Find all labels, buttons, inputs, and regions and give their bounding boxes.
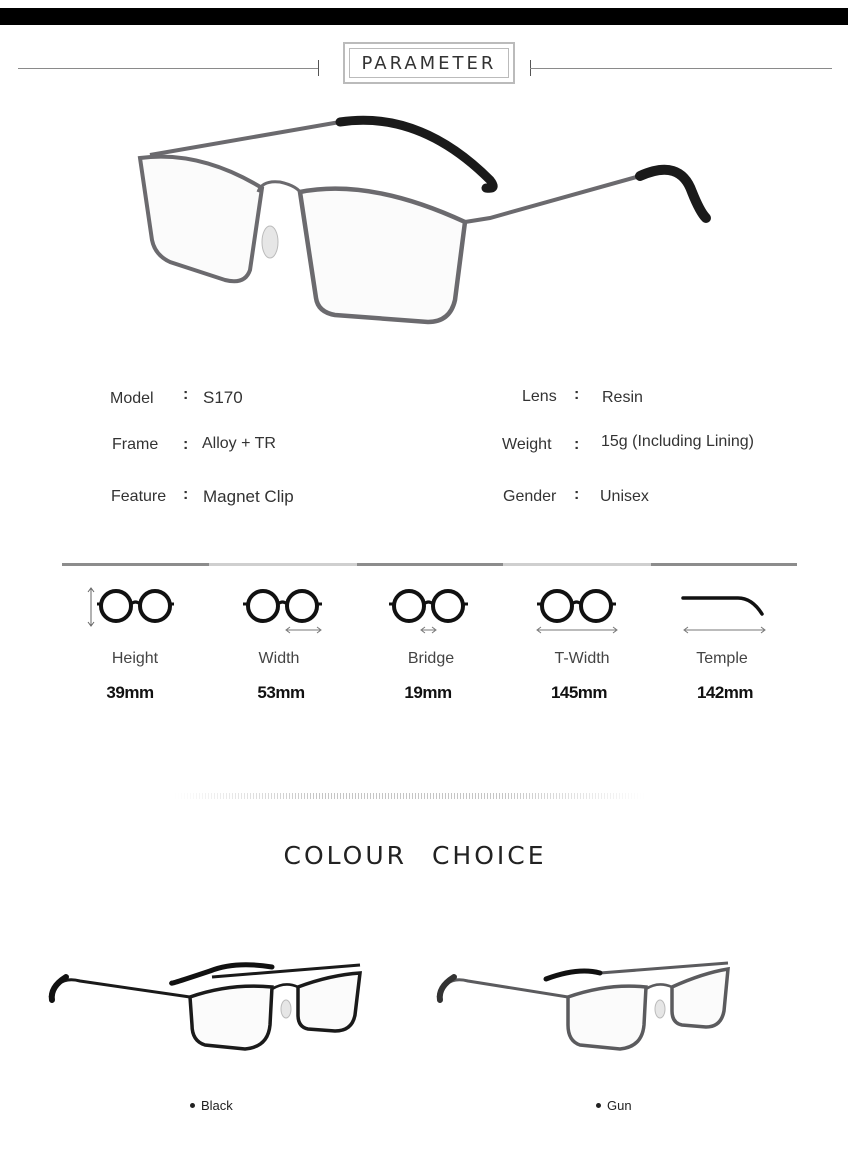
parameter-header	[343, 42, 515, 84]
colour-option-gun[interactable]	[596, 1098, 632, 1113]
dimension-label-t-width: T-Width	[554, 650, 610, 667]
dimension-value-height: 39mm	[106, 683, 154, 702]
colour-name-black: Black	[201, 1098, 233, 1113]
frame-colon: :	[183, 436, 189, 453]
height-glasses-icon	[86, 585, 178, 629]
dimension-value-temple: 142mm	[696, 683, 754, 702]
temple-arm-icon	[680, 590, 770, 636]
dimension-label-bridge: Bridge	[407, 650, 455, 667]
feature-colon: :	[183, 486, 189, 503]
dimension-value-width: 53mm	[257, 683, 305, 702]
bridge-glasses-icon	[384, 585, 476, 635]
header-tick-left	[318, 60, 319, 76]
model-value: S170	[203, 388, 243, 407]
gender-value: Unisex	[600, 488, 649, 505]
weight-colon: :	[574, 436, 580, 453]
frame-value: Alloy + TR	[202, 435, 276, 452]
dimension-value-t-width: 145mm	[550, 683, 608, 702]
bullet-icon	[596, 1103, 601, 1108]
top-bar	[0, 8, 848, 25]
gun-glasses-image	[428, 945, 768, 1065]
parameter-title: PARAMETER	[361, 52, 497, 74]
frame-label: Frame	[112, 436, 159, 453]
divider-segment	[62, 563, 209, 566]
divider-segment	[503, 563, 651, 566]
feature-label: Feature	[111, 488, 167, 505]
dimension-label-temple: Temple	[696, 650, 748, 667]
dimension-label-width: Width	[258, 650, 300, 667]
decorative-divider	[175, 793, 645, 799]
divider-segment	[209, 563, 357, 566]
model-colon: :	[183, 386, 189, 403]
colour-choice-title: COLOUR CHOICE	[283, 841, 547, 870]
black-glasses-image	[40, 945, 380, 1065]
divider-segment	[651, 563, 797, 566]
header-line-left	[18, 68, 318, 69]
weight-value: 15g (Including Lining)	[601, 433, 754, 450]
gender-label: Gender	[503, 488, 557, 505]
width-glasses-icon	[238, 585, 330, 635]
lens-label: Lens	[522, 388, 557, 405]
dimension-label-height: Height	[111, 650, 159, 667]
main-glasses-image	[0, 100, 848, 340]
weight-label: Weight	[502, 436, 552, 453]
colour-name-gun: Gun	[607, 1098, 632, 1113]
lens-colon: :	[574, 386, 580, 403]
dimension-value-bridge: 19mm	[404, 683, 452, 702]
lens-value: Resin	[602, 389, 643, 406]
bullet-icon	[190, 1103, 195, 1108]
feature-value: Magnet Clip	[203, 487, 294, 506]
total-width-glasses-icon	[532, 585, 624, 635]
gender-colon: :	[574, 486, 580, 503]
divider-segment	[357, 563, 503, 566]
model-label: Model	[110, 390, 154, 407]
header-line-right	[530, 68, 832, 69]
colour-option-black[interactable]	[190, 1098, 233, 1113]
